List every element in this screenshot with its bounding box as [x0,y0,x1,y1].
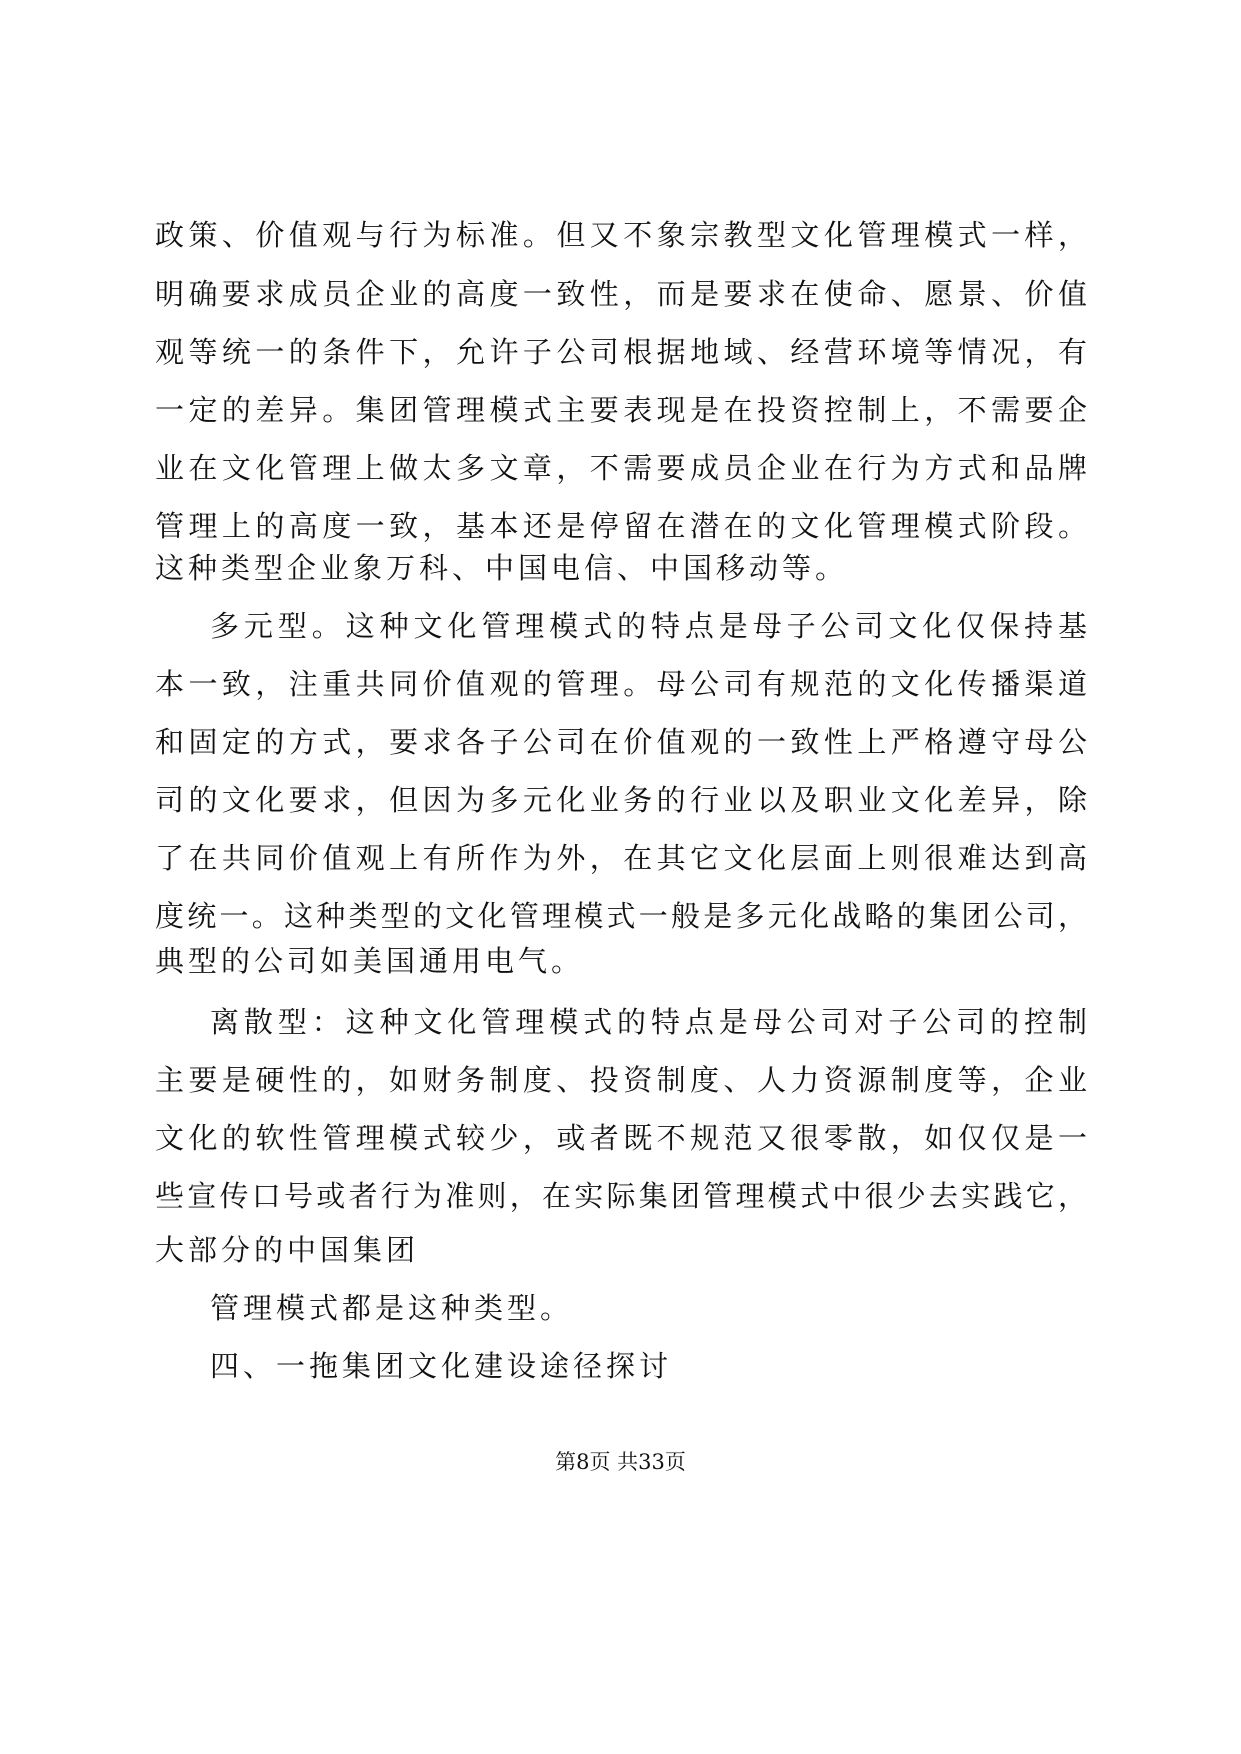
section-heading: 四、一拖集团文化建设途径探讨 [210,1349,673,1383]
body-line: 本一致，注重共同价值观的管理。母公司有规范的文化传播渠道 [155,667,1087,701]
paragraph-start: 管理模式都是这种类型。 [210,1291,574,1325]
paragraph-start: 离散型：这种文化管理模式的特点是母公司对子公司的控制 [210,1005,1087,1039]
body-line: 观等统一的条件下，允许子公司根据地域、经营环境等情况，有 [155,335,1087,369]
body-line: 管理上的高度一致，基本还是停留在潜在的文化管理模式阶段。 [155,509,1087,543]
body-line: 了在共同价值观上有所作为外，在其它文化层面上则很难达到高 [155,841,1087,875]
body-line: 大部分的中国集团 [155,1233,420,1267]
page-number-footer: 第8页 共33页 [555,1450,686,1474]
body-line: 司的文化要求，但因为多元化业务的行业以及职业文化差异，除 [155,783,1087,817]
paragraph-start: 多元型。这种文化管理模式的特点是母子公司文化仅保持基 [210,609,1087,643]
body-line: 主要是硬性的，如财务制度、投资制度、人力资源制度等，企业 [155,1063,1087,1097]
body-line: 明确要求成员企业的高度一致性，而是要求在使命、愿景、价值 [155,277,1087,311]
body-line: 一定的差异。集团管理模式主要表现是在投资控制上，不需要企 [155,393,1087,427]
body-line: 业在文化管理上做太多文章，不需要成员企业在行为方式和品牌 [155,451,1087,485]
body-line: 典型的公司如美国通用电气。 [155,944,585,978]
body-line: 政策、价值观与行为标准。但又不象宗教型文化管理模式一样， [155,218,1087,252]
body-line: 度统一。这种类型的文化管理模式一般是多元化战略的集团公司， [155,899,1087,933]
body-line: 文化的软性管理模式较少，或者既不规范又很零散，如仅仅是一 [155,1121,1087,1155]
body-line: 和固定的方式，要求各子公司在价值观的一致性上严格遵守母公 [155,725,1087,759]
body-line: 这种类型企业象万科、中国电信、中国移动等。 [155,551,849,585]
body-line: 些宣传口号或者行为准则，在实际集团管理模式中很少去实践它， [155,1179,1087,1213]
